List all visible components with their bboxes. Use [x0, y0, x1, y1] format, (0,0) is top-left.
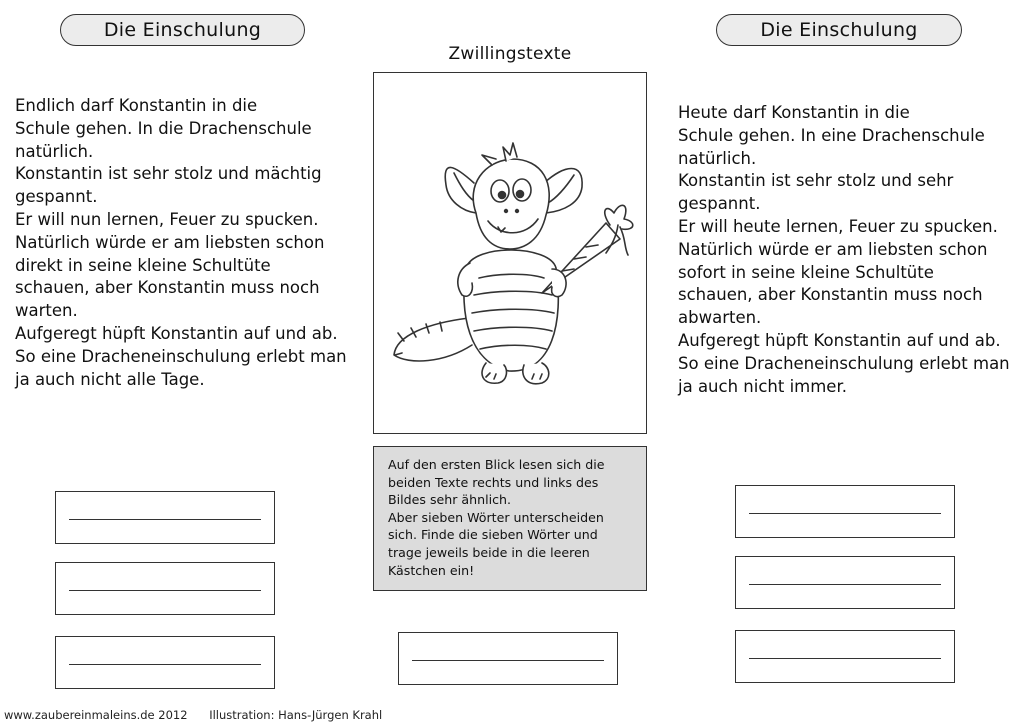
story-line: Heute darf Konstantin in die: [678, 103, 910, 122]
story-line: ja auch nicht alle Tage.: [15, 369, 205, 389]
story-line: So eine Dracheneinschulung erlebt man: [15, 346, 347, 366]
answer-line: [69, 519, 261, 520]
answer-line: [69, 664, 261, 665]
story-line: natürlich.: [678, 148, 757, 168]
story-line: Aufgeregt hüpft Konstantin auf und ab.: [15, 323, 338, 343]
dragon-with-school-cone-icon: [374, 73, 645, 432]
story-line: Natürlich würde er am liebsten schon: [15, 232, 325, 252]
story-line: Konstantin ist sehr stolz und sehr: [678, 171, 954, 191]
story-line: gespannt.: [15, 187, 98, 207]
instruction-line: sich. Finde die sieben Wörter und: [388, 527, 598, 543]
answer-box-left-1[interactable]: [55, 491, 275, 544]
story-line: Endlich darf Konstantin in die: [15, 96, 258, 115]
footer: [4, 708, 400, 722]
story-line: warten.: [15, 301, 78, 321]
answer-line: [749, 513, 941, 514]
instruction-line: Kästchen ein!: [388, 562, 475, 578]
story-line: Natürlich würde er am liebsten schon: [678, 239, 988, 259]
story-line: ja auch nicht immer.: [678, 376, 847, 396]
instruction-line: Auf den ersten Blick lesen sich die: [388, 457, 605, 472]
title-right: Die Einschulung: [716, 14, 962, 46]
story-line: direkt in seine kleine Schultüte: [15, 255, 271, 275]
answer-box-left-2[interactable]: [55, 562, 275, 615]
story-line: Er will heute lernen, Feuer zu spucken.: [678, 216, 998, 236]
instruction-line: trage jeweils beide in die leeren: [388, 544, 590, 560]
instruction-line: Bildes sehr ähnlich.: [388, 492, 512, 508]
story-line: sofort in seine kleine Schultüte: [678, 262, 934, 282]
answer-line: [749, 584, 941, 585]
story-line: schauen, aber Konstantin muss noch: [678, 285, 983, 305]
footer-website: www.zaubereinmaleins.de 2012: [4, 708, 188, 722]
answer-line: [412, 660, 604, 661]
center-heading: Zwillingstexte: [448, 44, 572, 64]
story-line: natürlich.: [15, 141, 94, 161]
story-text-right: [678, 102, 1010, 398]
answer-box-right-2[interactable]: [735, 556, 955, 609]
instruction-line: Aber sieben Wörter unterscheiden: [388, 509, 604, 525]
footer-credit: Illustration: Hans-Jürgen Krahl: [209, 708, 383, 722]
story-line: So eine Dracheneinschulung erlebt man: [678, 353, 1010, 373]
story-line: Aufgeregt hüpft Konstantin auf und ab.: [678, 330, 1001, 350]
story-line: abwarten.: [678, 308, 762, 328]
answer-line: [69, 590, 261, 591]
answer-line: [749, 658, 941, 659]
answer-box-left-3[interactable]: [55, 636, 275, 689]
story-line: Schule gehen. In eine Drachenschule: [678, 125, 985, 145]
instruction-line: beiden Texte rechts und links des: [388, 474, 599, 490]
story-text-left: [15, 95, 347, 391]
illustration-frame: [373, 72, 647, 434]
title-left: Die Einschulung: [60, 14, 305, 46]
story-line: Konstantin ist sehr stolz und mächtig: [15, 164, 322, 184]
answer-box-center[interactable]: [398, 632, 618, 685]
story-line: schauen, aber Konstantin muss noch: [15, 278, 320, 298]
story-line: gespannt.: [678, 194, 761, 214]
answer-box-right-1[interactable]: [735, 485, 955, 538]
instruction-box: [373, 446, 647, 591]
story-line: Er will nun lernen, Feuer zu spucken.: [15, 209, 319, 229]
answer-box-right-3[interactable]: [735, 630, 955, 683]
story-line: Schule gehen. In die Drachenschule: [15, 118, 312, 138]
